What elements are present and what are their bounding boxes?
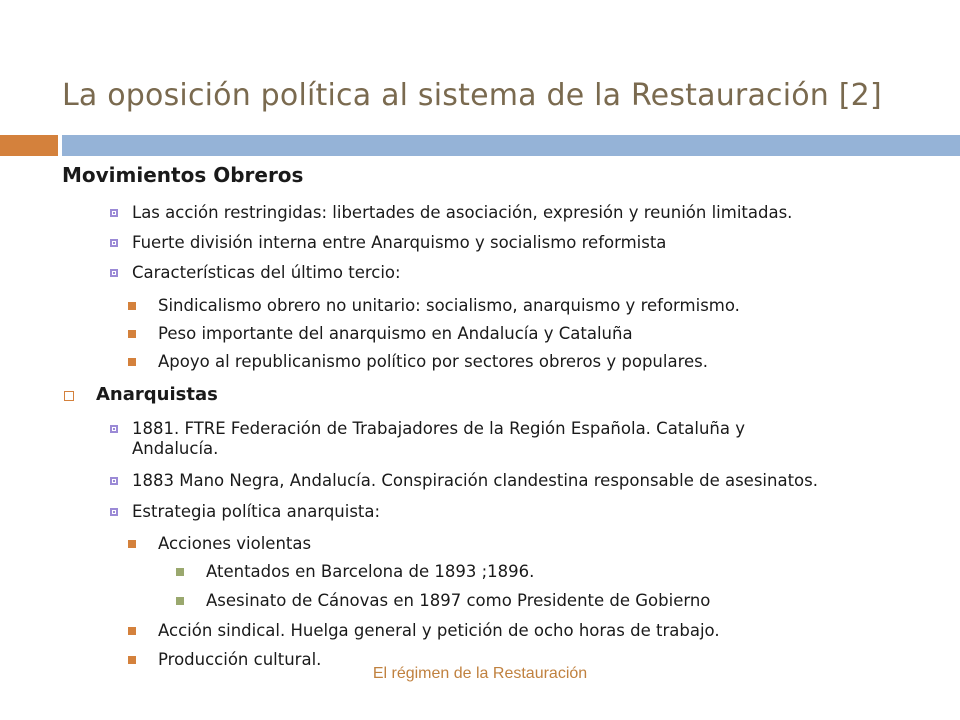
list-item-text: Características del último tercio:: [132, 263, 401, 282]
square-bullet-icon: [110, 425, 118, 433]
list-item: [128, 351, 708, 373]
list-item: [128, 620, 720, 642]
list-item: [110, 418, 745, 460]
list-item-text: Fuerte división interna entre Anarquismo y socialismo reformista: [132, 233, 667, 252]
square-bullet-icon: [110, 477, 118, 485]
list-item-text: Acción sindical. Huelga general y petición de ocho horas de trabajo.: [158, 621, 720, 640]
orange-square-bullet-icon: [128, 540, 136, 548]
accent-bar-blue: [62, 135, 960, 156]
list-item-text: Asesinato de Cánovas en 1897 como Presidente de Gobierno: [206, 591, 711, 610]
list-item: [110, 232, 666, 254]
green-square-bullet-icon: [176, 597, 184, 605]
list-item-text: Sindicalismo obrero no unitario: socialismo, anarquismo y reformismo.: [158, 296, 740, 315]
subsection-heading-text: Anarquistas: [96, 384, 218, 405]
list-item-text: Atentados en Barcelona de 1893 ;1896.: [206, 562, 535, 581]
list-item-text: Producción cultural.: [158, 650, 322, 669]
list-item: [128, 295, 740, 317]
green-square-bullet-icon: [176, 568, 184, 576]
list-item-text: 1883 Mano Negra, Andalucía. Conspiración clandestina responsable de asesinatos.: [132, 471, 818, 490]
square-bullet-icon: [110, 209, 118, 217]
orange-square-bullet-icon: [128, 358, 136, 366]
accent-bar-orange: [0, 135, 58, 156]
list-item-text: Apoyo al republicanismo político por sectores obreros y populares.: [158, 352, 708, 371]
list-item: [128, 533, 311, 555]
orange-square-bullet-icon: [128, 656, 136, 664]
list-item: [176, 561, 534, 583]
slide-footer: El régimen de la Restauración: [372, 665, 588, 682]
section-heading-text: Movimientos Obreros: [62, 163, 304, 187]
list-item: [176, 590, 710, 612]
list-item: [110, 202, 792, 224]
orange-square-bullet-icon: [128, 330, 136, 338]
list-item-text-cont: Andalucía.: [132, 439, 219, 458]
list-item-text: Las acción restringidas: libertades de asociación, expresión y reunión limitadas.: [132, 203, 793, 222]
list-item-text: Peso importante del anarquismo en Andalucía y Cataluña: [158, 324, 633, 343]
list-item: [128, 323, 633, 345]
list-item-text: 1881. FTRE Federación de Trabajadores de la Región Española. Cataluña y: [132, 419, 746, 438]
list-item: [110, 470, 818, 492]
square-bullet-icon: [110, 508, 118, 516]
list-item-text: Acciones violentas: [158, 534, 312, 553]
subsection-heading: [64, 384, 218, 406]
orange-square-bullet-icon: [128, 627, 136, 635]
section-heading: [62, 160, 303, 190]
list-item: [110, 501, 380, 523]
square-bullet-icon: [110, 269, 118, 277]
orange-square-bullet-icon: [128, 302, 136, 310]
list-item: [110, 262, 401, 284]
slide-title: La oposición política al sistema de la Restauración [2]: [62, 78, 882, 113]
list-item-text: Estrategia política anarquista:: [132, 502, 381, 521]
hollow-square-bullet-icon: [64, 391, 74, 401]
square-bullet-icon: [110, 239, 118, 247]
